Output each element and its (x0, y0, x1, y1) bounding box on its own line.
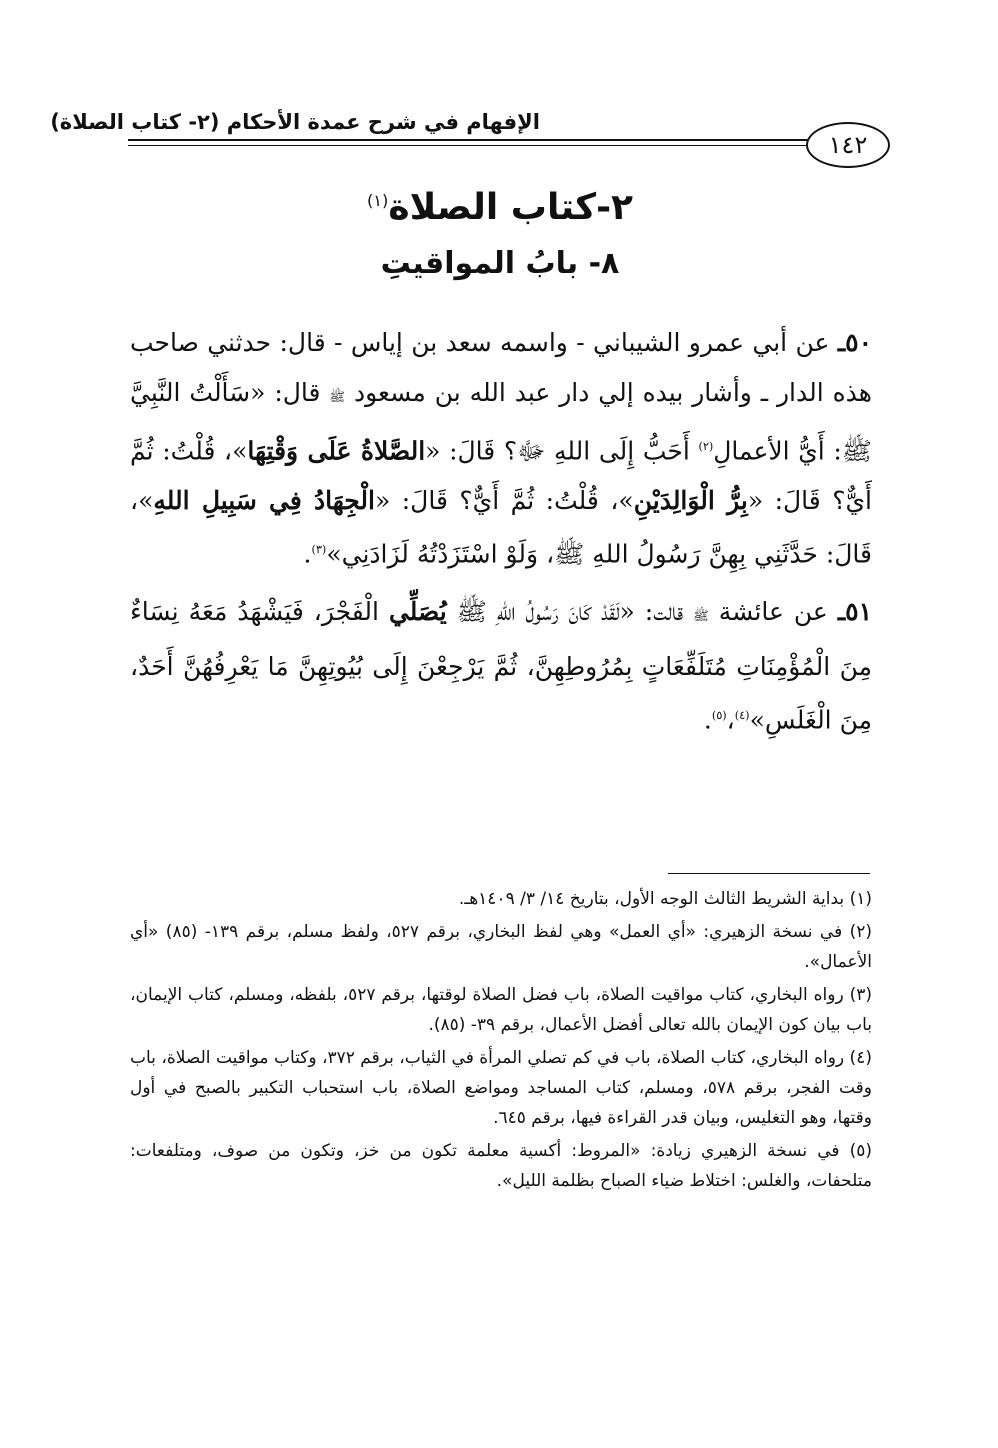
hadith-51 (130, 587, 872, 745)
hadith-text: أَحَبُّ إِلَى اللهِ ﷻ؟ قَالَ: « (425, 436, 699, 466)
prophetic-answer: الْجِهَادُ فِي سَبِيلِ اللهِ (153, 485, 375, 515)
hadith-text: قال: «سَأَلْتُ النَّبِيَّ ﷺ: أَيُّ الأعمالِ (130, 377, 872, 466)
hadith-number: ٥٠ـ (837, 328, 872, 357)
hadith-text: »، قَالَ: حَدَّثَنِي بِهِنَّ رَسُولُ اللهِ ﷺ، وَلَوْ اسْتَزَدْتُهُ لَزَادَنِي» (130, 485, 872, 569)
honorific-glyph: ﷺ (693, 609, 709, 625)
footnote-1: (١) بداية الشريط الثالث الوجه الأول، بتاريخ ١٤/ ٣/ ١٤٠٩هـ. (458, 889, 872, 909)
hadith-text: عن عائشة (708, 597, 838, 627)
prophetic-word: يُصَلِّي (388, 597, 447, 627)
footnote-2: (٢) في نسخة الزهيري: «أي العمل» وهي لفظ البخاري، برقم ٥٢٧، ولفظ مسلم، برقم ١٣٩- (٨٥) «أي الأعمال». (130, 922, 873, 972)
footnote-ref-3: (٣) (311, 543, 327, 557)
hadith-text: ، (726, 705, 735, 735)
book-title (130, 187, 870, 228)
footnotes (130, 884, 872, 1199)
footnote-ref-4: (٤) (734, 709, 750, 723)
header-rule-thick (128, 139, 826, 141)
footnote-ref-5: (٥) (711, 709, 727, 723)
running-header-title: الإفهام في شرح عمدة الأحكام (٢- كتاب الصلاة) (50, 110, 540, 134)
footnote-ref-1: (١) (366, 191, 389, 210)
prophetic-answer: بِرُّ الْوَالِدَيْنِ (633, 485, 748, 515)
hadith-text: الْفَجْرَ، فَيَشْهَدُ مَعَهُ نِسَاءٌ مِنَ الْمُؤْمِنَاتِ مُتَلَفِّعَاتٍ بِمُرُوطِهِنَّ، ثُمَّ يَرْجِعْنَ إِلَى بُيُوتِهِنَّ مَا يَعْرِفُهُنَّ أَحَدٌ، مِنَ الْغَلَسِ» (130, 597, 872, 735)
hadith-text: »، قُلْتُ: ثُمَّ أَيٌّ؟ قَالَ: « (130, 436, 872, 515)
main-text (130, 318, 872, 745)
hadith-text: . (303, 539, 312, 569)
hadith-text: عن أبي عمرو الشيباني - واسمه سعد بن إياس - قال: حدثني صاحب هذه الدار ـ وأشار بيده إلي دار عبد الله بن مسعود (130, 328, 872, 407)
honorific-glyph: ﷺ (329, 389, 346, 405)
footnote-separator (668, 873, 870, 874)
footnote-ref-2: (٢) (698, 440, 714, 453)
hadith-text: »، قُلْتُ: ثُمَّ أَيٌّ؟ قَالَ: « (375, 485, 634, 515)
page-number: ١٤٢ (806, 122, 890, 168)
hadith-text: . (703, 705, 712, 735)
book-title-text: ٢-كتاب الصلاة (388, 187, 634, 228)
hadith-number: ٥١ـ (837, 597, 872, 627)
chapter-title: ٨- بابُ المواقيتِ (380, 246, 620, 281)
footnote-4: (٤) رواه البخاري، كتاب الصلاة، باب في كم تصلي المرأة في الثياب، برقم ٣٧٢، وكتاب مواقيت الصلاة، باب وقت الفجر، برقم ٥٧٨، ومسلم، كتاب المساجد ومواضع الصلاة، باب استحباب التكبير بالصبح في أول وقتها، وهو التغليس، وبيان قدر القراءة فيها، برقم ٦٤٥. (130, 1048, 872, 1128)
footnote-5: (٥) في نسخة الزهيري زيادة: «المروط: أكسية معلمة تكون من خز، وتكون من صوف، ومتلفعات: متلحفات، والغلس: اختلاط ضياء الصباح بظلمة الليل». (130, 1141, 872, 1191)
header-rule-thin (128, 145, 826, 146)
footnote-3: (٣) رواه البخاري، كتاب مواقيت الصلاة، باب فضل الصلاة لوقتها، برقم ٥٢٧، بلفظه، ومسلم، كتاب الإيمان، باب بيان كون الإيمان بالله تعالى أفضل الأعمال، برقم ٣٩- (٨٥). (130, 985, 872, 1035)
prophetic-answer: الصَّلاةُ عَلَى وَقْتِهَا (247, 436, 426, 466)
hadith-text: قالت: «لَقَدْ كَانَ رَسُولُ اللهِ ﷺ (446, 597, 694, 627)
hadith-50 (130, 318, 872, 579)
